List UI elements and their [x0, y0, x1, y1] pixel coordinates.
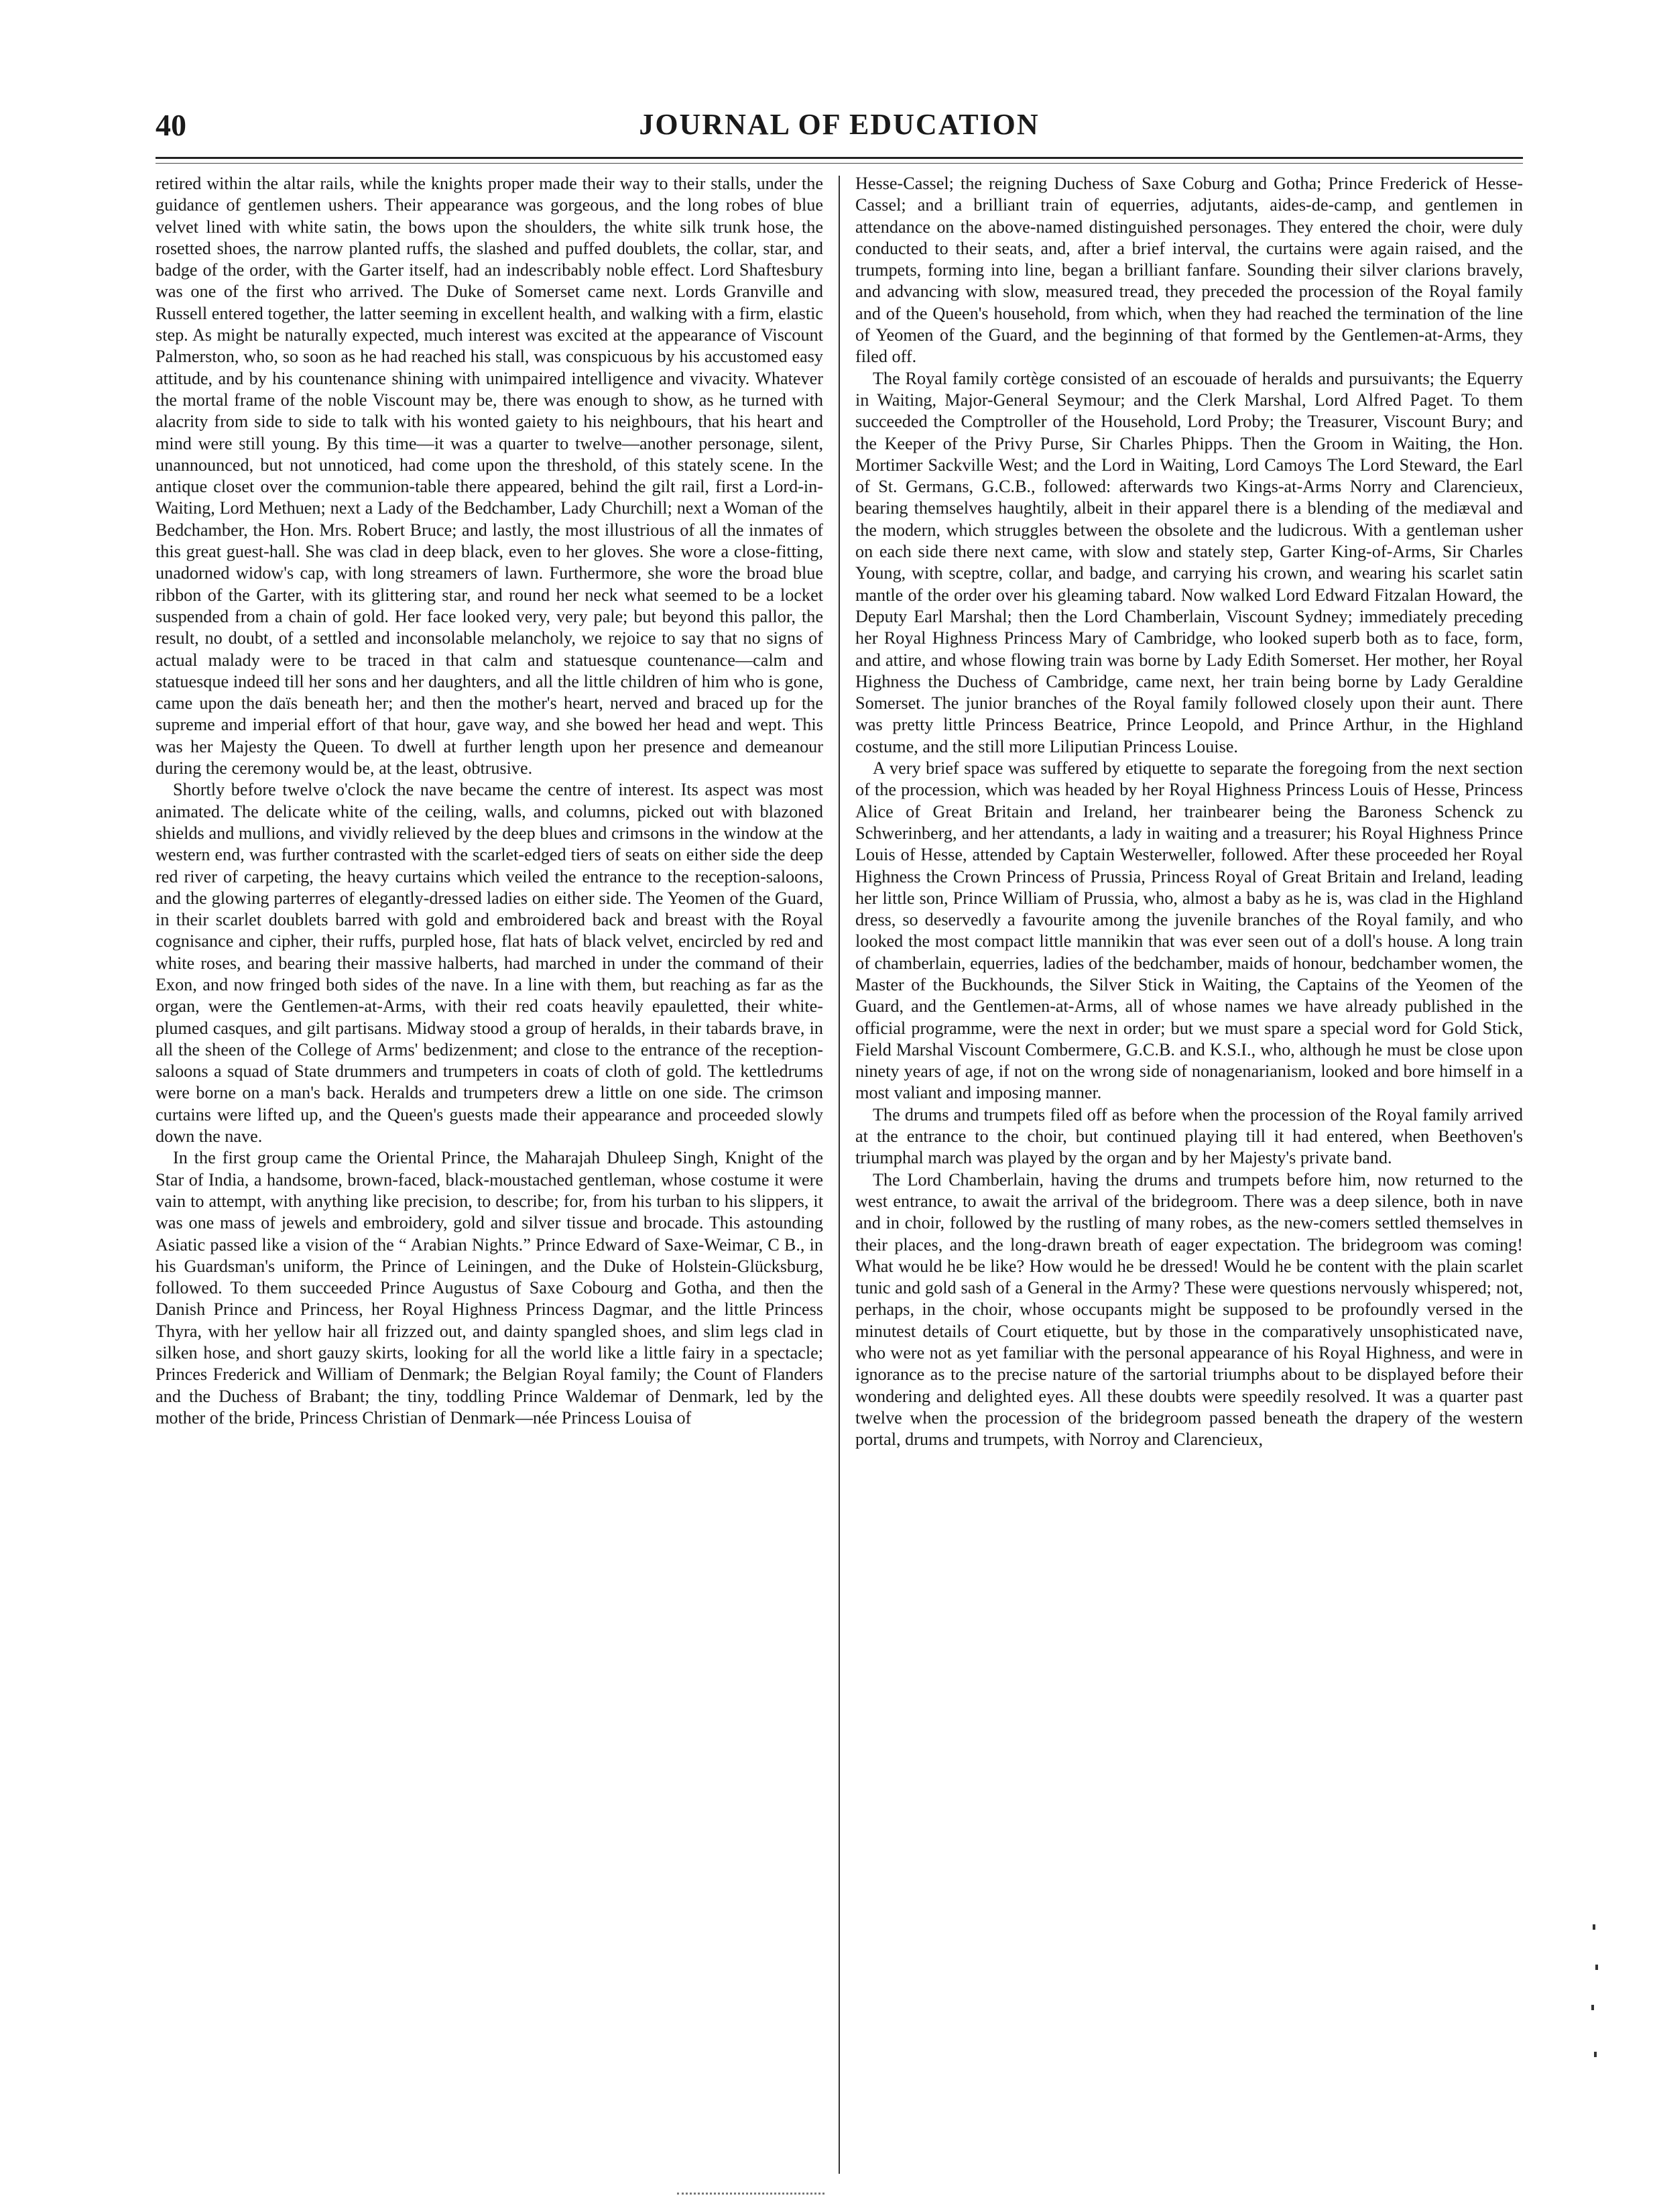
speck: [1594, 2052, 1597, 2057]
paragraph: retired within the altar rails, while the knights proper made their way to their stalls, under the guidance of gentlemen ushers. Their appearance was gorgeous, and the long robes of blue velvet lined with white satin, the bows upon the shoulders, the white silk trunk hose, the rosetted shoes, the narrow planted ruffs, the slashed and puffed doublets, the collar, star, and badge of the order, with the Garter itself, had an indescribably noble effect. Lord Shaftesbury was one of the first who arrived. The Duke of Somerset came next. Lords Granville and Russell entered together, the latter seeming in excellent health, and walking with a firm, elastic step. As might be naturally expected, much interest was excited at the appearance of Viscount Palmerston, who, so soon as he had reached his stall, was conspicuous by his accustomed easy attitude, and by his countenance shining with unimpaired intelligence and vivacity. Whatever the mortal frame of the noble Viscount may be, there was enough to show, as he turned with alacrity from side to side to talk with his wonted gaiety to his neighbours, that his heart and mind were still young. By this time—it was a quarter to twelve—another personage, silent, unannounced, but not unnoticed, had come upon the threshold, of this stately scene. In the antique closet over the communion-table there appeared, behind the gilt rail, first a Lord-in-Waiting, Lord Methuen; next a Lady of the Bedchamber, Lady Churchill; next a Woman of the Bedchamber, the Hon. Mrs. Robert Bruce; and lastly, the most illustrious of all the inmates of this great guest-hall. She was clad in deep black, even to her gloves. She wore a close-fitting, unadorned widow's cap, with long streamers of lawn. Furthermore, she wore the broad blue ribbon of the Garter, with its glittering star, and round her neck what seemed to be a locket suspended from a chain of gold. Her face looked very, very pale; but beyond this pallor, the result, no doubt, of a settled and inconsolable melancholy, we rejoice to say that no signs of actual malady were to be traced in that calm and statuesque countenance—calm and statuesque indeed till her sons and her daughters, and all the little children of him who is gone, came upon the daïs beneath her; and then the mother's heart, nerved and braced up for the supreme and imperial effort of that hour, gave way, and she bowed her head and wept. This was her Majesty the Queen. To dwell at further length upon her presence and demeanour during the ceremony would be, at the least, obtrusive.: [156, 174, 823, 778]
running-head: JOURNAL OF EDUCATION: [639, 108, 1040, 141]
paragraph: The drums and trumpets filed off as before when the procession of the Royal family arrived at the entrance to the choir, but continued playing till it had entered, when Beethoven's triumphal march was played by the organ and by her Majesty's private band.: [855, 1104, 1523, 1168]
paragraph: A very brief space was suffered by etiquette to separate the foregoing from the next section of the procession, which was headed by her Royal Highness Princess Louis of Hesse, Princess Alice of Great Britain and Ireland, her trainbearer being the Baroness Schenck zu Schwerinberg, and her attendants, a lady in waiting and a treasurer; his Royal Highness Prince Louis of Hesse, attended by Captain Westerweller, followed. After these proceeded her Royal Highness the Crown Princess of Prussia, Princess Royal of Great Britain and Ireland, leading her little son, Prince William of Prussia, who, almost a baby as he is, was clad in the Highland dress, so deservedly a favourite among the juvenile branches of the Royal family, and who looked the most compact little mannikin that was ever seen out of a doll's house. A long train of chamberlain, equerries, ladies of the bedchamber, maids of honour, bedchamber women, the Master of the Buckhounds, the Silver Stick in Waiting, the Captains of the Yeomen of the Guard, and the Gentlemen-at-Arms, all of whose names we have already published in the official programme, were the next in order; but we must spare a special word for Gold Stick, Field Marshal Viscount Combermere, G.C.B. and K.S.I., who, although he must be close upon ninety years of age, if not on the wrong side of nonagenarianism, looked and bore himself in a most valiant and imposing manner.: [855, 758, 1523, 1103]
speck: [1591, 2005, 1594, 2010]
right-column: [855, 173, 1523, 2178]
paragraph: In the first group came the Oriental Prince, the Maharajah Dhuleep Singh, Knight of the Star of India, a handsome, brown-faced, black-moustached gentleman, whose costume it were vain to attempt, with anything like precision, to describe; for, from his turban to his slippers, it was one mass of jewels and embroidery, gold and silver tissue and brocade. This astounding Asiatic passed like a vision of the “ Arabian Nights.” Prince Edward of Saxe-Weimar, C B., in his Guardsman's uniform, the Prince of Leiningen, and the Duke of Holstein-Glücksburg, followed. To them succeeded Prince Augustus of Saxe Cobourg and Gotha, and then the Danish Prince and Princess, her Royal Highness Princess Dagmar, and the little Princess Thyra, with her yellow hair all frizzed out, and dainty spangled shoes, and slim legs clad in silken hose, and short gauzy skirts, looking for all the world like a little fairy in a spectacle; Princes Frederick and William of Denmark; the Belgian Royal family; the Count of Flanders and the Duchess of Brabant; the tiny, toddling Prince Waldemar of Denmark, led by the mother of the bride, Princess Christian of Denmark—née Princess Louisa of: [156, 1148, 823, 1428]
header-rule: [156, 157, 1523, 164]
paragraph: The Lord Chamberlain, having the drums and trumpets before him, now returned to the west entrance, to await the arrival of the bridegroom. There was a deep silence, both in nave and in choir, followed by the rustling of many robes, as the new-comers settled themselves in their places, and the long-drawn breath of eager expectation. The bridegroom was coming! What would he be like? How would he be dressed! Would he be content with the plain scarlet tunic and gold sash of a General in the Army? These were questions nervously whispered; not, perhaps, in the choir, whose occupants might be supposed to be profoundly versed in the minutest details of Court etiquette, but by those in the comparatively unsophisticated nave, who were not as yet familiar with the personal appearance of his Royal Highness, and were in ignorance as to the precise nature of the sartorial triumphs about to be displayed before their wondering and delighted eyes. All these doubts were speedily resolved. It was a quarter past twelve when the procession of the bridegroom passed beneath the drapery of the western portal, drums and trumpets, with Norroy and Clarencieux,: [855, 1169, 1523, 1450]
page-header: [156, 107, 1523, 154]
bottom-print-mark: [677, 2193, 824, 2201]
column-divider: [839, 176, 840, 2174]
margin-specks: [1590, 1924, 1603, 2085]
speck: [1595, 1965, 1598, 1970]
paragraph: Hesse-Cassel; the reigning Duchess of Saxe Coburg and Gotha; Prince Frederick of Hesse-Cassel; and a brilliant train of equerries, adjutants, aides-de-camp, and gentlemen in attendance on the above-named distinguished personages. They entered the choir, were duly conducted to their seats, and, after a brief interval, the curtains were again raised, and the trumpets, forming into line, began a brilliant fanfare. Sounding their silver clarions bravely, and advancing with slow, measured tread, they preceded the procession of the Royal family and of the Queen's household, from which, when they had reached the termination of the line of Yeomen of the Guard, and the beginning of that formed by the Gentlemen-at-Arms, they filed off.: [855, 174, 1523, 367]
page-number: 40: [156, 108, 186, 142]
speck: [1593, 1924, 1595, 1930]
text-columns: [156, 173, 1523, 2178]
paragraph: The Royal family cortège consisted of an escouade of heralds and pursuivants; the Equerry in Waiting, Major-General Seymour; and the Clerk Marshal, Lord Alfred Paget. To them succeeded the Comptroller of the Household, Lord Proby; the Treasurer, Viscount Bury; and the Keeper of the Privy Purse, Sir Charles Phipps. Then the Groom in Waiting, the Hon. Mortimer Sackville West; and the Lord in Waiting, Lord Camoys The Lord Steward, the Earl of St. Germans, G.C.B., followed: afterwards two Kings-at-Arms Norry and Clarencieux, bearing themselves haughtily, albeit in their apparel there is a blending of the mediæval and the modern, which struggles between the obsolete and the ludicrous. With a gentleman usher on each side there next came, with slow and stately step, Garter King-of-Arms, Sir Charles Young, with sceptre, collar, and badge, and carrying his crown, and wearing his scarlet satin mantle of the order over his gleaming tabard. Now walked Lord Edward Fitzalan Howard, the Deputy Earl Marshal; then the Lord Chamberlain, Viscount Sydney; immediately preceding her Royal Highness Princess Mary of Cambridge, who looked superb both as to face, form, and attire, and whose flowing train was borne by Lady Edith Somerset. Her mother, her Royal Highness the Duchess of Cambridge, came next, her train being borne by Lady Geraldine Somerset. The junior branches of the Royal family followed closely upon their aunt. There was pretty little Princess Beatrice, Prince Leopold, and Prince Arthur, in the Highland costume, and the still more Liliputian Princess Louise.: [855, 368, 1523, 756]
paragraph: Shortly before twelve o'clock the nave became the centre of interest. Its aspect was most animated. The delicate white of the ceiling, walls, and columns, picked out with blazoned shields and mullions, and vividly relieved by the deep blues and crimsons in the window at the western end, was further contrasted with the scarlet-edged tiers of seats on either side the deep red river of carpeting, the heavy curtains which veiled the entrance to the reception-saloons, and the glowing parterres of elegantly-dressed ladies on either side. The Yeomen of the Guard, in their scarlet doublets barred with gold and embroidered back and breast with the Royal cognisance and cipher, their ruffs, purpled hose, flat hats of black velvet, encircled by red and white roses, and bearing their massive halberts, had marched in under the command of their Exon, and now fringed both sides of the nave. In a line with them, but reaching as far as the organ, were the Gentlemen-at-Arms, with their red coats heavily epauletted, their white-plumed casques, and gilt partisans. Midway stood a group of heralds, in their tabards brave, in all the sheen of the College of Arms' bedizenment; and close to the entrance of the reception-saloons a squad of State drummers and trumpeters in coats of cloth of gold. The kettledrums were borne on a man's back. Heralds and trumpeters drew a little on one side. The crimson curtains were lifted up, and the Queen's guests made their appearance and proceeded slowly down the nave.: [156, 780, 823, 1147]
left-column: [156, 173, 823, 2178]
